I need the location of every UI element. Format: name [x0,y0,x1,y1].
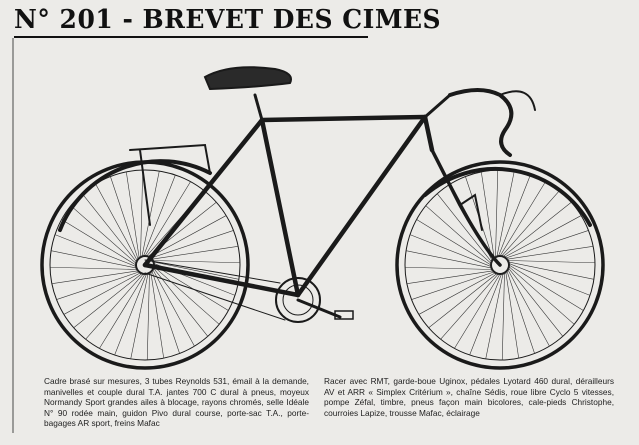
description-right-column: Racer avec RMT, garde-boue Uginox, pédales Lyotard 460 dural, dérailleurs AV et ARR « Simplex Critérium », chaîne Sédis, roue libre Cyclo 5 vitesses, pompe Zéfal, timbre, pneus façon main bicolores, cale-pieds Christophe, courroies Lapize, trousse Mafac, éclairage [324,376,614,418]
bicycle-illustration [30,55,620,385]
title-underline [14,36,368,38]
bicycle-description [44,376,614,444]
frame [145,117,432,295]
description-left-column: Cadre brasé sur mesures, 3 tubes Reynolds 531, émail à la demande, manivelles et couple dural T.A. jantes 700 C dural à pneus, moyeux Normandy Sport grandes ailes à blocage, rayons chromés, selle Idéale N° 90 rodée main, guidon Pivo dural course, porte-sac T.A., porte-bagages AR sport, freins Mafac [44,376,309,429]
left-frame-line [12,38,14,433]
page-title: N° 201 - BREVET DES CIMES [14,4,442,35]
